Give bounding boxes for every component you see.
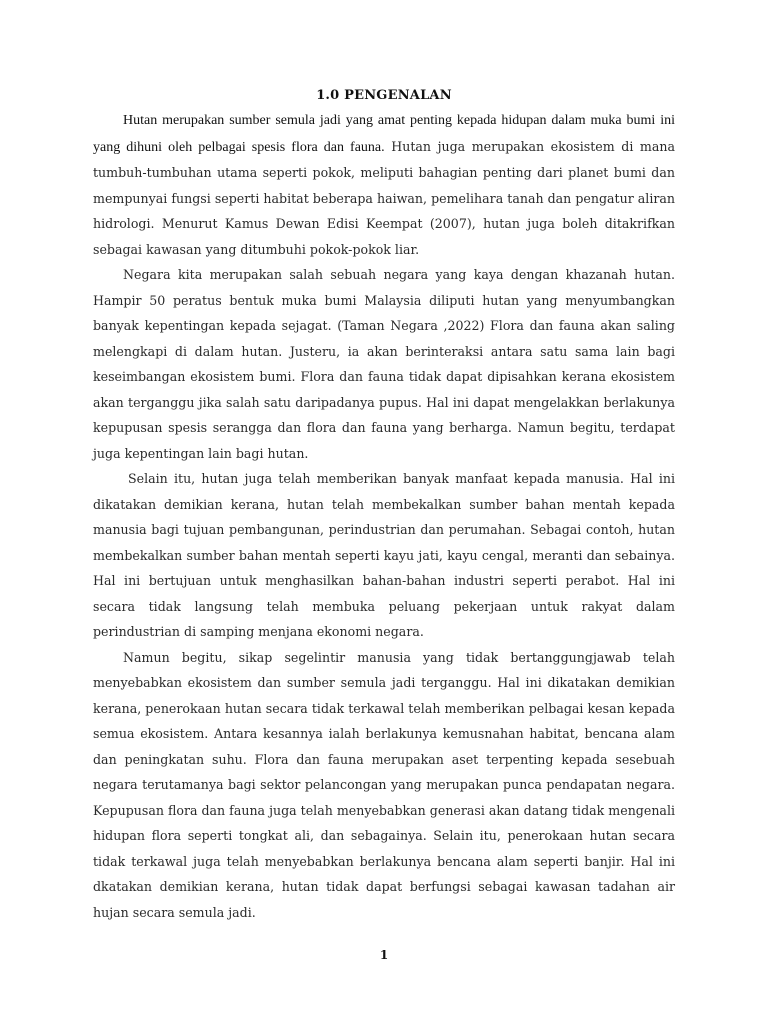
paragraph-1	[93, 107, 675, 262]
page-number: 1	[379, 948, 389, 962]
paragraph-3: Selain itu, hutan juga telah memberikan banyak manfaat kepada manusia. Hal ini dikatakan demikian kerana, hutan telah membekalkan sumber bahan mentah kepada manusia bagi tujuan pembangunan, perindustrian dan perumahan. Sebagai contoh, hutan membekalkan sumber bahan mentah seperti kayu jati, kayu cengal, meranti dan sebainya. Hal ini bertujuan untuk menghasilkan bahan-bahan industri seperti perabot. Hal ini secara tidak langsung telah membuka peluang pekerjaan untuk rakyat dalam perindustrian di samping menjana ekonomi negara.	[93, 471, 675, 639]
paragraph-1-lead: Hutan merupakan sumber semula jadi yang amat penting kepada hidupan dalam muka bumi ini yang dihuni oleh pelbagai spesis flora dan fauna.	[93, 113, 675, 155]
paragraph-2: Negara kita merupakan salah sebuah negara yang kaya dengan khazanah hutan. Hampir 50 peratus bentuk muka bumi Malaysia diliputi hutan yang menyumbangkan banyak kepentingan kepada sejagat. (Taman Negara ,2022) Flora dan fauna akan saling melengkapi di dalam hutan. Justeru, ia akan berinteraksi antara satu sama lain bagi keseimbangan ekosistem bumi. Flora dan fauna tidak dapat dipisahkan kerana ekosistem akan terganggu jika salah satu daripadanya pupus. Hal ini dapat mengelakkan berlakunya kepupusan spesis serangga dan flora dan fauna yang berharga. Namun begitu, terdapat juga kepentingan lain bagi hutan.	[93, 267, 675, 461]
paragraph-1-body: Hutan juga merupakan ekosistem di mana tumbuh-tumbuhan utama seperti pokok, meliputi bahagian penting dari planet bumi dan mempunyai fungsi seperti habitat beberapa haiwan, pemelihara tanah dan pengatur aliran hidrologi. Menurut Kamus Dewan Edisi Keempat (2007), hutan juga boleh ditakrifkan sebagai kawasan yang ditumbuhi pokok-pokok liar.	[93, 138, 675, 257]
paragraph-4: Namun begitu, sikap segelintir manusia yang tidak bertanggungjawab telah menyebabkan ekosistem dan sumber semula jadi terganggu. Hal ini dikatakan demikian kerana, penerokaan hutan secara tidak terkawal telah memberikan pelbagai kesan kepada semua ekosistem. Antara kesannya ialah berlakunya kemusnahan habitat, bencana alam dan peningkatan suhu. Flora dan fauna merupakan aset terpenting kepada sesebuah negara terutamanya bagi sektor pelancongan yang merupakan punca pendapatan negara. Kepupusan flora dan fauna juga telah menyebabkan generasi akan datang tidak mengenali hidupan flora seperti tongkat ali, dan sebagainya. Selain itu, penerokaan hutan secara tidak terkawal juga telah menyebabkan berlakunya bencana alam seperti banjir. Hal ini dkatakan demikian kerana, hutan tidak dapat berfungsi sebagai kawasan tadahan air hujan secara semula jadi.	[93, 649, 675, 920]
document-page	[93, 80, 675, 925]
section-heading: 1.0 PENGENALAN	[316, 88, 452, 103]
